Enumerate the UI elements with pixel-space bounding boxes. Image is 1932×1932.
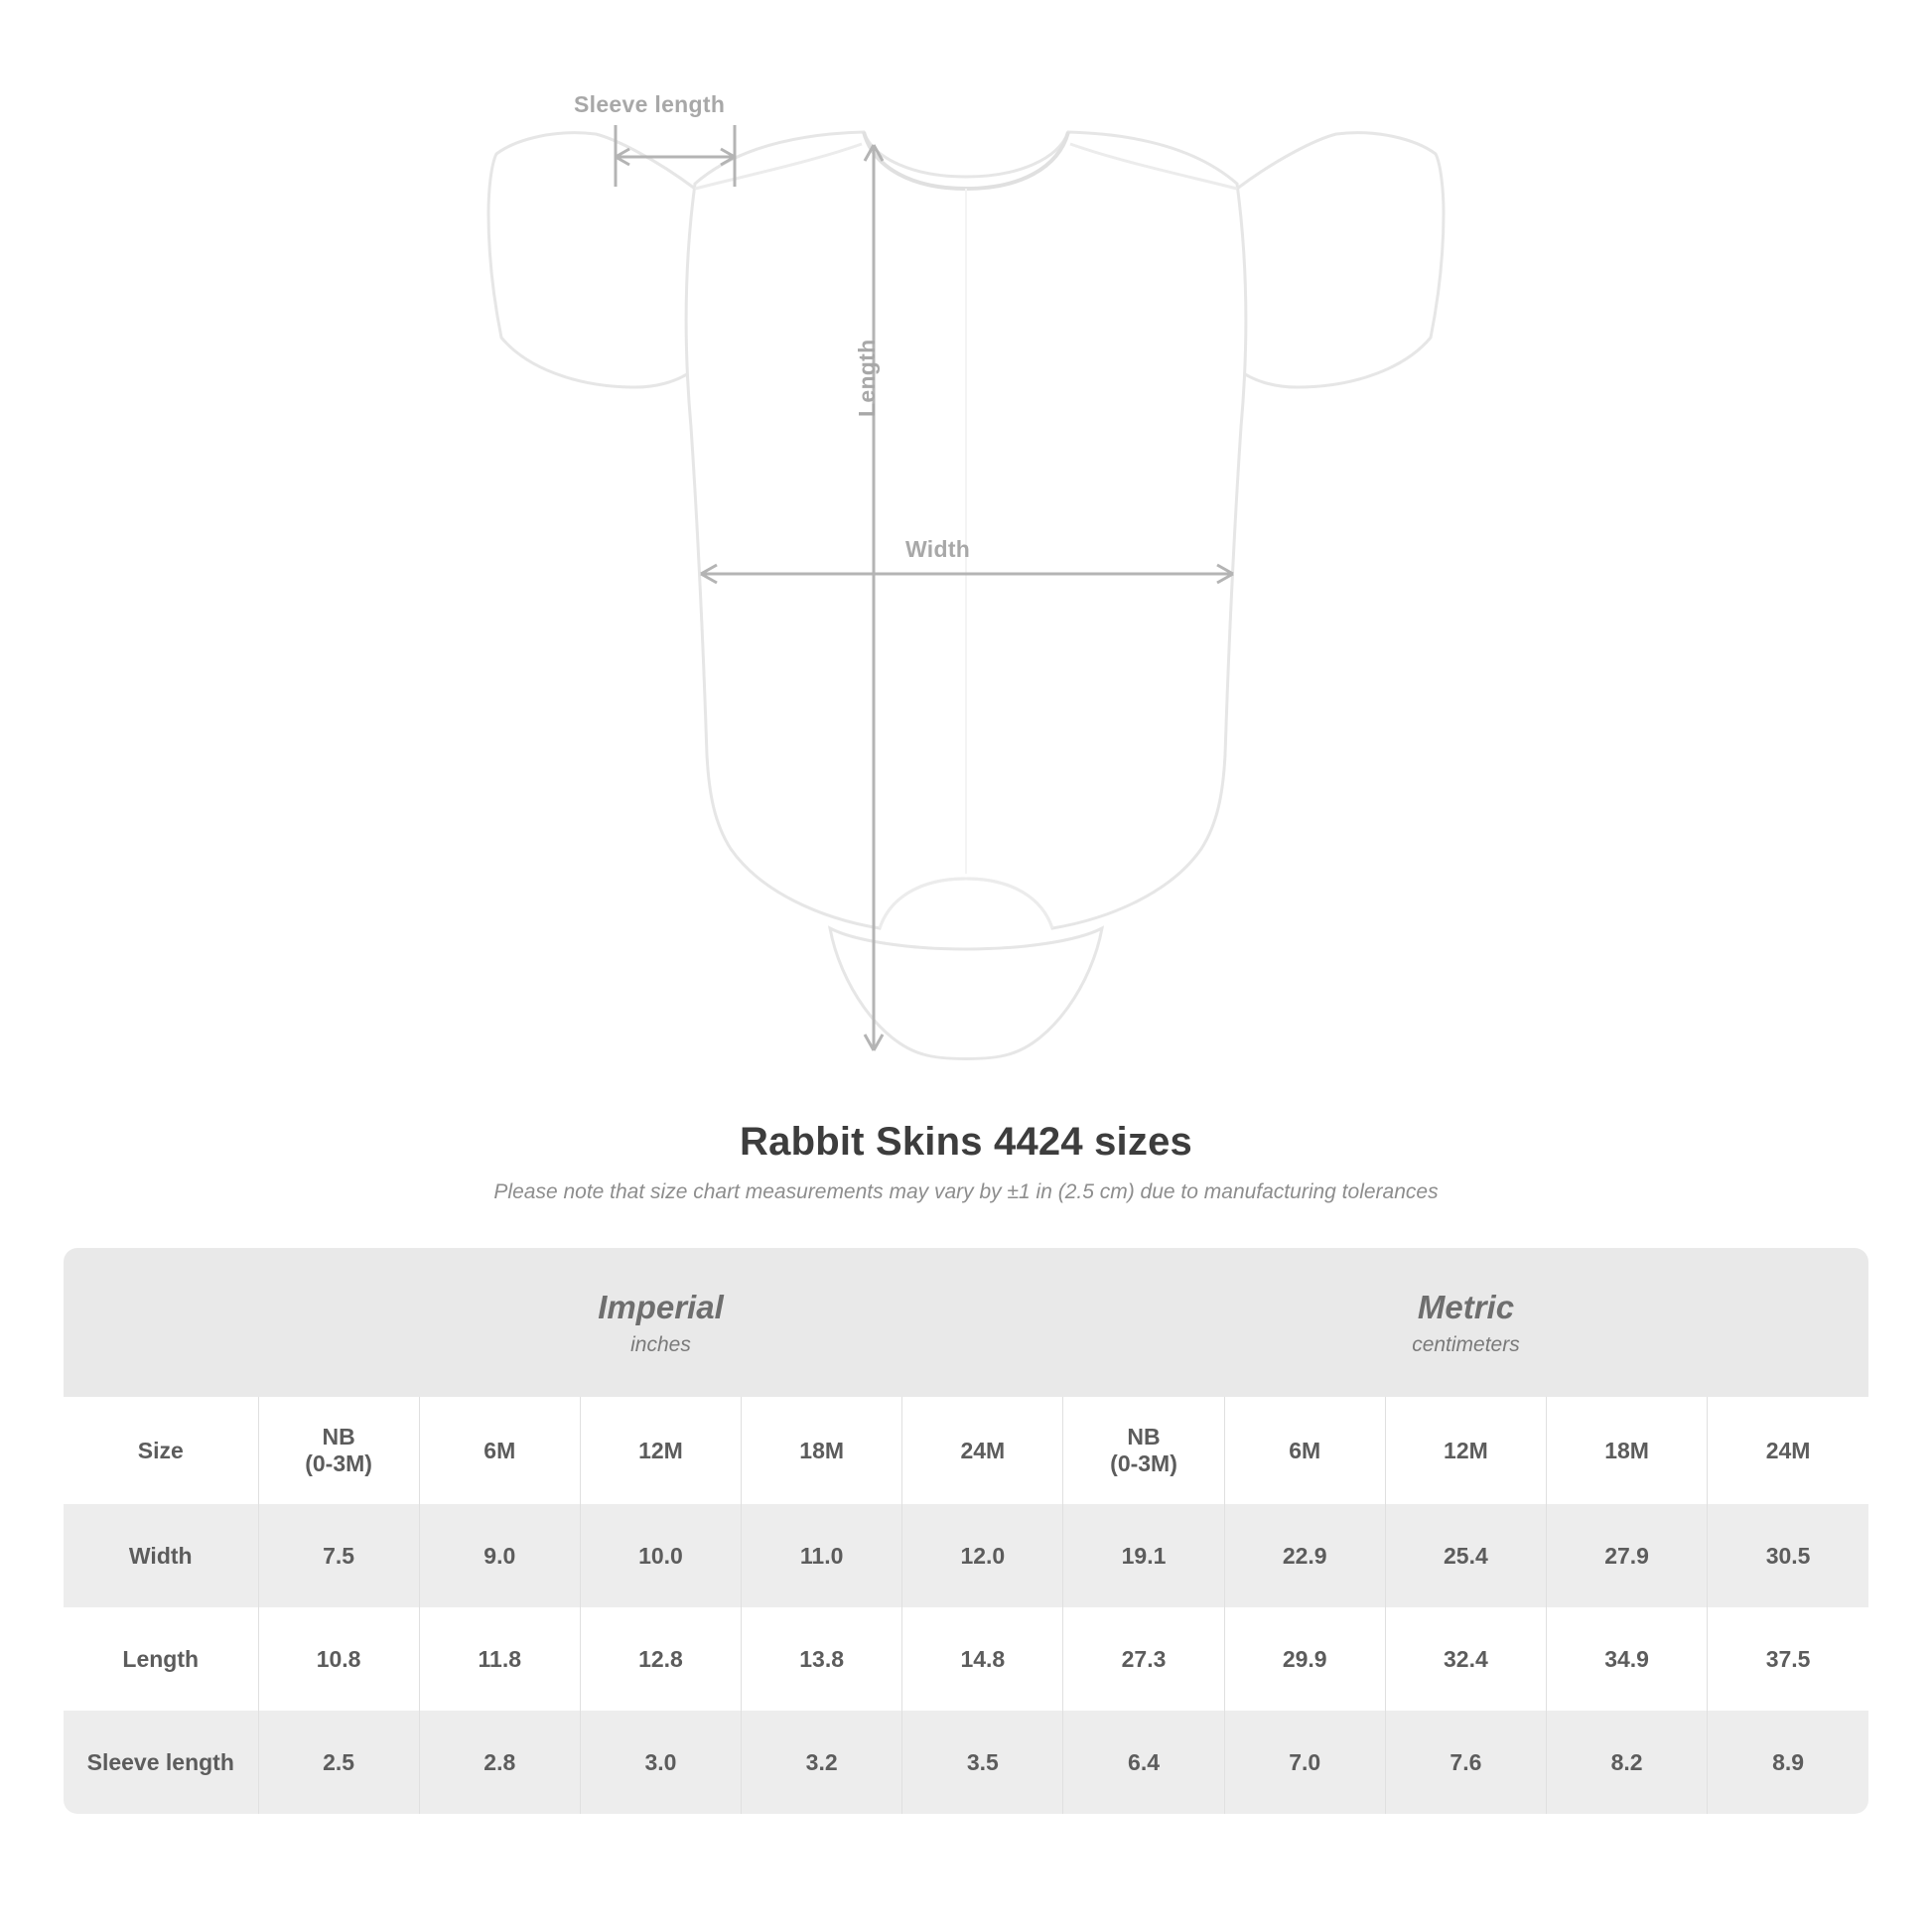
header-size-24m-metric: 24M — [1708, 1397, 1868, 1504]
unit-group-metric — [1063, 1248, 1868, 1397]
header-size-nb-metric — [1063, 1397, 1224, 1504]
cell-length-nb-cm: 27.3 — [1063, 1607, 1224, 1711]
bodysuit-shape — [488, 132, 1444, 1059]
unit-name-imperial: Imperial — [598, 1289, 724, 1326]
header-size-18m-imperial: 18M — [742, 1397, 902, 1504]
tolerance-note: Please note that size chart measurements may vary by ±1 in (2.5 cm) due to manufacturing tolerances — [493, 1180, 1439, 1203]
row-label-length: Length — [64, 1607, 258, 1711]
label-length: Length — [854, 339, 880, 417]
header-size-12m-imperial: 12M — [580, 1397, 741, 1504]
size-header-row — [64, 1397, 1868, 1504]
cell-length-24m-cm: 37.5 — [1708, 1607, 1868, 1711]
cell-sleeve-6m-cm: 7.0 — [1224, 1711, 1385, 1814]
cell-length-6m-in: 11.8 — [419, 1607, 580, 1711]
cell-sleeve-nb-in: 2.5 — [258, 1711, 419, 1814]
cell-length-nb-in: 10.8 — [258, 1607, 419, 1711]
cell-sleeve-nb-cm: 6.4 — [1063, 1711, 1224, 1814]
header-size-nb-imperial-label: NB — [322, 1424, 355, 1449]
cell-length-24m-in: 14.8 — [902, 1607, 1063, 1711]
header-size-label: Size — [64, 1397, 258, 1504]
unit-name-metric: Metric — [1417, 1289, 1515, 1326]
header-size-nb-imperial — [258, 1397, 419, 1504]
header-size-6m-metric: 6M — [1224, 1397, 1385, 1504]
header-size-12m-metric: 12M — [1385, 1397, 1546, 1504]
cell-length-18m-in: 13.8 — [742, 1607, 902, 1711]
cell-sleeve-12m-in: 3.0 — [580, 1711, 741, 1814]
cell-width-12m-cm: 25.4 — [1385, 1504, 1546, 1607]
header-size-24m-imperial: 24M — [902, 1397, 1063, 1504]
cell-length-6m-cm: 29.9 — [1224, 1607, 1385, 1711]
row-label-width: Width — [64, 1504, 258, 1607]
cell-width-18m-in: 11.0 — [742, 1504, 902, 1607]
cell-sleeve-24m-in: 3.5 — [902, 1711, 1063, 1814]
cell-width-24m-cm: 30.5 — [1708, 1504, 1868, 1607]
header-size-6m-imperial: 6M — [419, 1397, 580, 1504]
cell-length-12m-in: 12.8 — [580, 1607, 741, 1711]
cell-length-18m-cm: 34.9 — [1547, 1607, 1708, 1711]
cell-sleeve-18m-in: 3.2 — [742, 1711, 902, 1814]
cell-width-6m-cm: 22.9 — [1224, 1504, 1385, 1607]
size-table — [64, 1248, 1868, 1814]
cell-sleeve-18m-cm: 8.2 — [1547, 1711, 1708, 1814]
title-block — [0, 1120, 1932, 1204]
table-row — [64, 1504, 1868, 1607]
unit-header-row — [64, 1248, 1868, 1397]
cell-width-6m-in: 9.0 — [419, 1504, 580, 1607]
cell-width-12m-in: 10.0 — [580, 1504, 741, 1607]
cell-length-12m-cm: 32.4 — [1385, 1607, 1546, 1711]
size-table-wrap — [64, 1248, 1868, 1814]
header-size-nb-imperial-sub: (0-3M) — [305, 1450, 372, 1476]
table-row — [64, 1711, 1868, 1814]
row-label-sleeve-length: Sleeve length — [64, 1711, 258, 1814]
cell-sleeve-12m-cm: 7.6 — [1385, 1711, 1546, 1814]
cell-width-nb-cm: 19.1 — [1063, 1504, 1224, 1607]
page-title: Rabbit Skins 4424 sizes — [740, 1120, 1192, 1164]
label-width: Width — [905, 536, 971, 562]
table-row — [64, 1607, 1868, 1711]
unit-sub-metric: centimeters — [1412, 1332, 1520, 1356]
label-sleeve-length: Sleeve length — [574, 91, 726, 117]
cell-width-18m-cm: 27.9 — [1547, 1504, 1708, 1607]
unit-group-imperial — [258, 1248, 1063, 1397]
cell-sleeve-6m-in: 2.8 — [419, 1711, 580, 1814]
cell-width-nb-in: 7.5 — [258, 1504, 419, 1607]
unit-spacer-cell — [64, 1248, 258, 1397]
header-size-nb-metric-label: NB — [1127, 1424, 1161, 1449]
unit-sub-imperial: inches — [630, 1332, 691, 1356]
cell-width-24m-in: 12.0 — [902, 1504, 1063, 1607]
cell-sleeve-24m-cm: 8.9 — [1708, 1711, 1868, 1814]
header-size-nb-metric-sub: (0-3M) — [1110, 1450, 1177, 1476]
header-size-18m-metric: 18M — [1547, 1397, 1708, 1504]
